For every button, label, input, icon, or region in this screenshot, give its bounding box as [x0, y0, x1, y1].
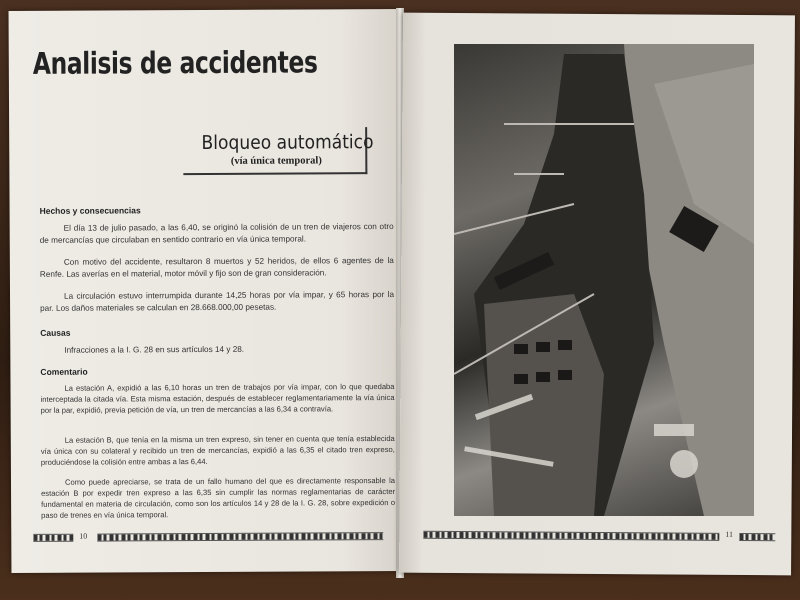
- page-number: 10: [79, 531, 88, 541]
- footer-ornament: [33, 534, 73, 542]
- paragraph: Con motivo del accidente, resultaron 8 muertos y 52 heridos, de ellos 6 agentes de la Renfe. Las averías en el material, motor móvil y fijo son de gran consideración.: [39, 256, 394, 279]
- paragraph: El día 13 de julio pasado, a las 6,40, se originó la colisión de un tren de viajeros con otro de mercancías que circulaban en sentido contrario en vía única temporal.: [39, 222, 394, 245]
- paragraph: La estación B, que tenía en la misma un tren expreso, sin tener en cuenta que tenía establecida vía única con su colateral y recibido un tren de mercancías, expidió a las 6,35 el citado tren expreso, produciéndose la colisión entre ambas a las 6,44.: [40, 434, 395, 467]
- page-number: 11: [725, 529, 734, 539]
- paragraph: La circulación estuvo interrumpida durante 14,25 horas por vía impar, y 65 horas por la par. Los daños materiales se calculan en 28.668.000,00 pesetas.: [40, 290, 395, 313]
- paragraph: Como puede apreciarse, se trata de un fallo humano del que es directamente responsable la estación B por expedir tren expreso a las 6,35 sin cumplir las normas reglamentarias de carácter fundamental en materia de circulación, como son los artículos 14 y 28 de la I. G. 28, sobre expedición o paso de trenes en vía única temporal.: [41, 476, 396, 520]
- section-heading-hechos: Hechos y consecuencias: [39, 205, 141, 216]
- photo-illustration: [454, 44, 754, 516]
- subtitle-note: (vía única temporal): [230, 155, 322, 167]
- paragraph: La estación A, expidió a las 6,10 horas un tren de trabajos por vía impar, con lo que quedaba interceptada la citada vía. Esta misma estación, después de establecer reglamentariamente la vía única por la par, expidió, previa petición de vía, un tren de mercancías a las 6,34 a contravía.: [40, 382, 395, 415]
- accident-photo: [454, 44, 754, 516]
- section-heading-causas: Causas: [40, 327, 71, 338]
- page-title: Analisis de accidentes: [32, 45, 318, 82]
- paragraph: Infracciones a la I. G. 28 en sus artículos 14 y 28.: [64, 344, 245, 355]
- subtitle: Bloqueo automático: [201, 131, 374, 155]
- subtitle-box: [183, 127, 374, 175]
- footer-ornament: [739, 533, 775, 541]
- footer-ornament: [97, 532, 383, 541]
- footer-ornament: [423, 531, 719, 541]
- left-page: [9, 9, 402, 573]
- section-heading-comentario: Comentario: [40, 366, 88, 377]
